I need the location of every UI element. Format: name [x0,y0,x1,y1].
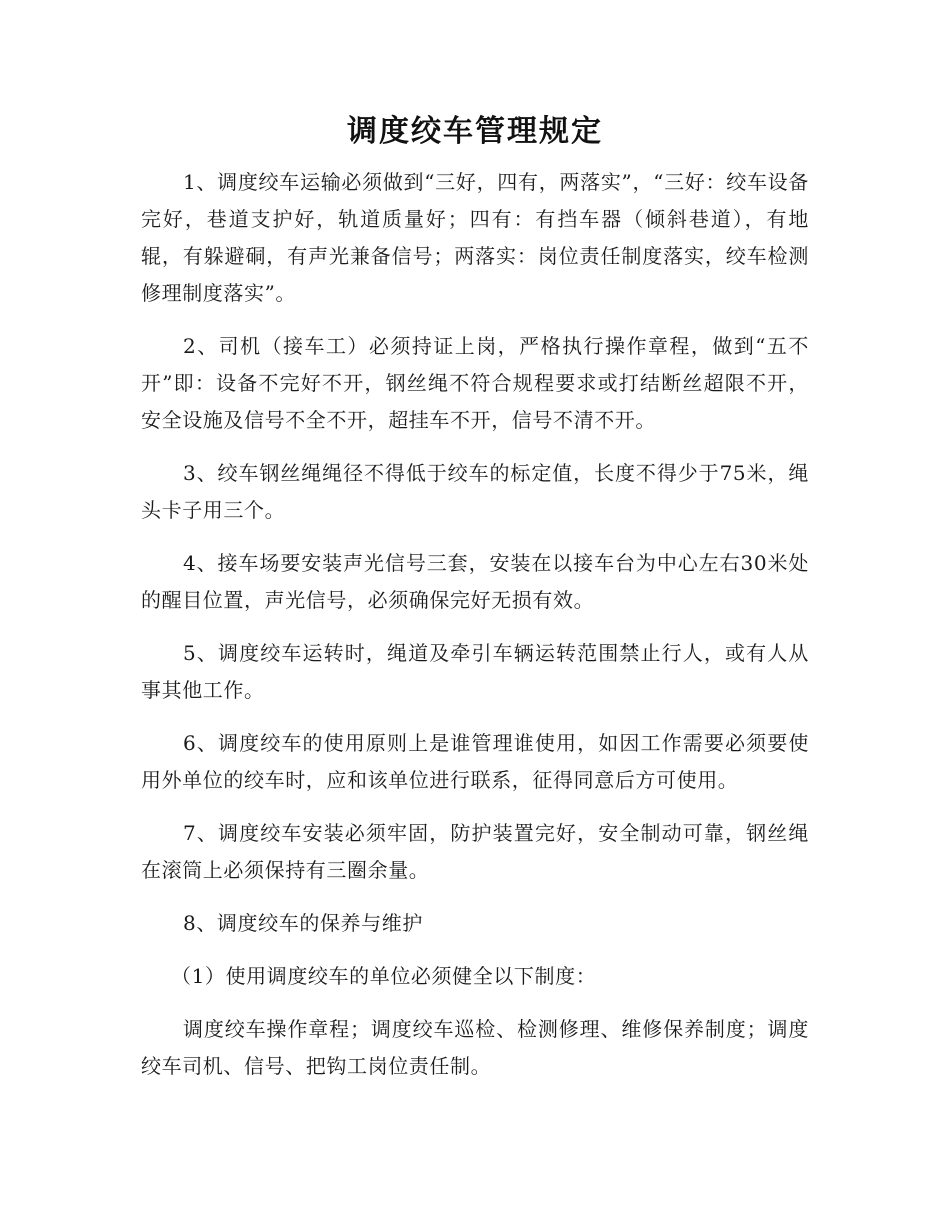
paragraph-5: 5、调度绞车运转时，绳道及牵引车辆运转范围禁止行人，或有人从事其他工作。 [141,641,809,702]
paragraph-4: 4、接车场要安装声光信号三套，安装在以接车台为中心左右30米处的醒目位置，声光信号，必须确保完好无损有效。 [141,551,809,612]
paragraph-8-heading: 8、调度绞车的保养与维护 [183,911,423,935]
paragraph-3: 3、绞车钢丝绳绳径不得低于绞车的标定值，长度不得少于75米，绳头卡子用三个。 [141,461,809,522]
paragraph-8-1-heading: （1）使用调度绞车的单位必须健全以下制度： [171,964,597,988]
paragraph-2: 2、司机（接车工）必须持证上岗，严格执行操作章程，做到“五不开”即：设备不完好不开，钢丝绳不符合规程要求或打结断丝超限不开，安全设施及信号不全不开，超挂车不开，信号不清不开。 [141,334,809,432]
document-body [141,164,809,1101]
document-title: 调度绞车管理规定 [347,114,603,149]
paragraph-1: 1、调度绞车运输必须做到“三好，四有，两落实”，“三好：绞车设备完好，巷道支护好，轨道质量好；四有：有挡车器（倾斜巷道），有地辊，有躲避硐，有声光兼备信号；两落实：岗位责任制度落实，绞车检测修理制度落实”。 [141,170,809,305]
paragraph-7: 7、调度绞车安装必须牢固，防护装置完好，安全制动可靠，钢丝绳在滚筒上必须保持有三圈余量。 [141,821,809,882]
paragraph-6: 6、调度绞车的使用原则上是谁管理谁使用，如因工作需要必须要使用外单位的绞车时，应和该单位进行联系，征得同意后方可使用。 [141,731,809,792]
paragraph-8-1-content: 调度绞车操作章程；调度绞车巡检、检测修理、维修保养制度；调度绞车司机、信号、把钩工岗位责任制。 [141,1017,809,1078]
